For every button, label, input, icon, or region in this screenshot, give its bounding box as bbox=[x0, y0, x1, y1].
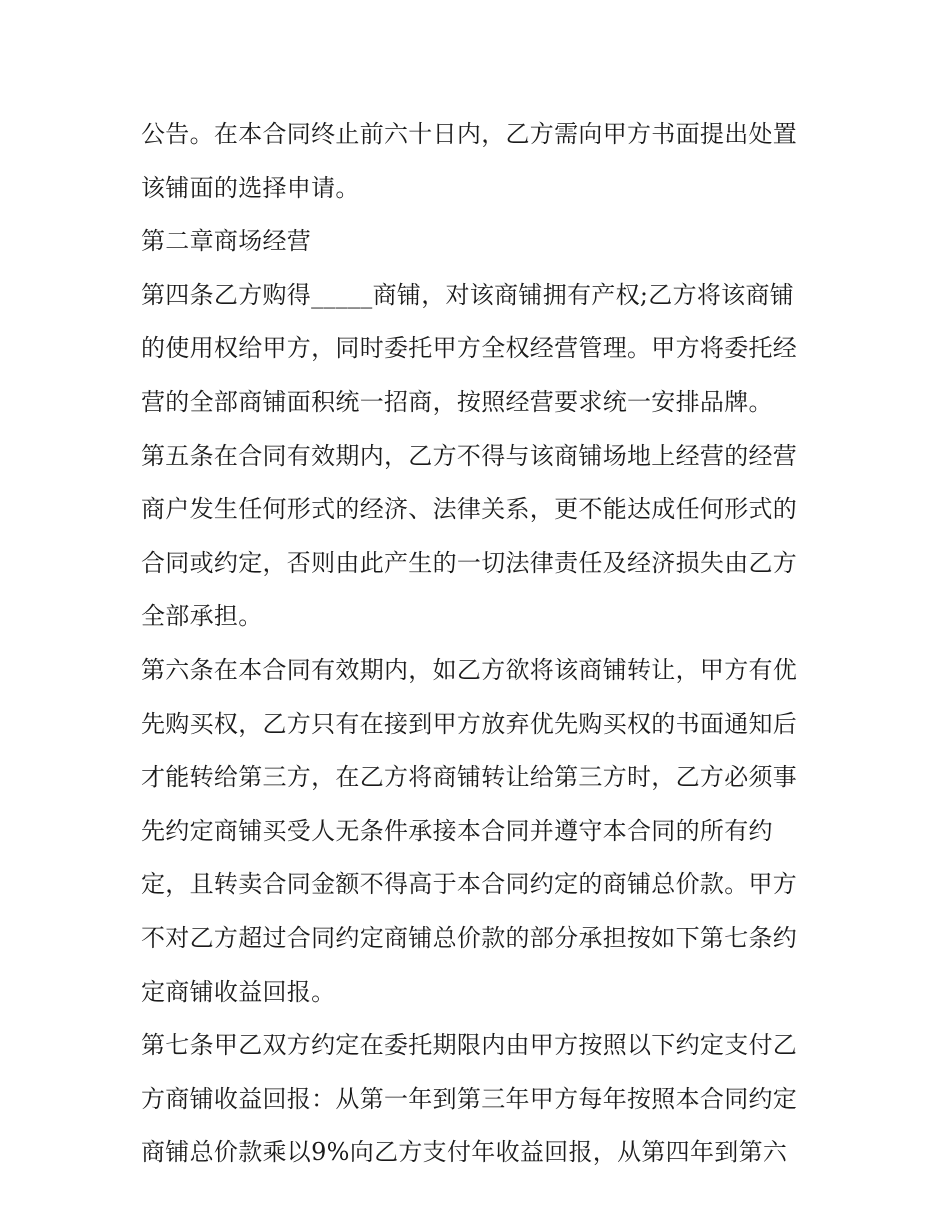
paragraph-line: 先约定商铺买受人无条件承接本合同并遵守本合同的所有约 bbox=[141, 816, 773, 845]
document-body bbox=[141, 108, 813, 1180]
paragraph-line: 先购买权，乙方只有在接到甲方放弃优先购买权的书面通知后 bbox=[141, 709, 798, 738]
paragraph-line: 该铺面的选择申请。 bbox=[141, 173, 360, 202]
paragraph-line: 第五条在合同有效期内，乙方不得与该商铺场地上经营的经营 bbox=[141, 441, 798, 470]
paragraph-line: 第七条甲乙双方约定在委托期限内由甲方按照以下约定支付乙 bbox=[141, 1031, 798, 1060]
paragraph-line: 合同或约定，否则由此产生的一切法律责任及经济损失由乙方 bbox=[141, 548, 798, 577]
paragraph-line: 商户发生任何形式的经济、法律关系，更不能达成任何形式的 bbox=[141, 495, 798, 524]
paragraph-line: 定商铺收益回报。 bbox=[141, 977, 336, 1006]
paragraph-line: 商铺总价款乘以9%向乙方支付年收益回报，从第四年到第六 bbox=[141, 1138, 788, 1167]
paragraph-line: 公告。在本合同终止前六十日内，乙方需向甲方书面提出处置 bbox=[141, 120, 798, 148]
paragraph-line: 第四条乙方购得_____商铺，对该商铺拥有产权;乙方将该商铺 bbox=[141, 280, 795, 309]
paragraph-line: 的使用权给甲方，同时委托甲方全权经营管理。甲方将委托经 bbox=[141, 334, 798, 363]
paragraph-line: 不对乙方超过合同约定商铺总价款的部分承担按如下第七条约 bbox=[141, 923, 798, 952]
paragraph-line: 全部承担。 bbox=[141, 602, 263, 631]
paragraph-line: 才能转给第三方，在乙方将商铺转让给第三方时，乙方必须事 bbox=[141, 763, 798, 792]
paragraph-line: 定，且转卖合同金额不得高于本合同约定的商铺总价款。甲方 bbox=[141, 870, 798, 899]
chapter-heading: 第二章商场经营 bbox=[141, 227, 312, 256]
paragraph-line: 方商铺收益回报：从第一年到第三年甲方每年按照本合同约定 bbox=[141, 1084, 798, 1113]
paragraph-line: 第六条在本合同有效期内，如乙方欲将该商铺转让，甲方有优 bbox=[141, 655, 798, 684]
paragraph-line: 营的全部商铺面积统一招商，按照经营要求统一安排品牌。 bbox=[141, 387, 773, 416]
